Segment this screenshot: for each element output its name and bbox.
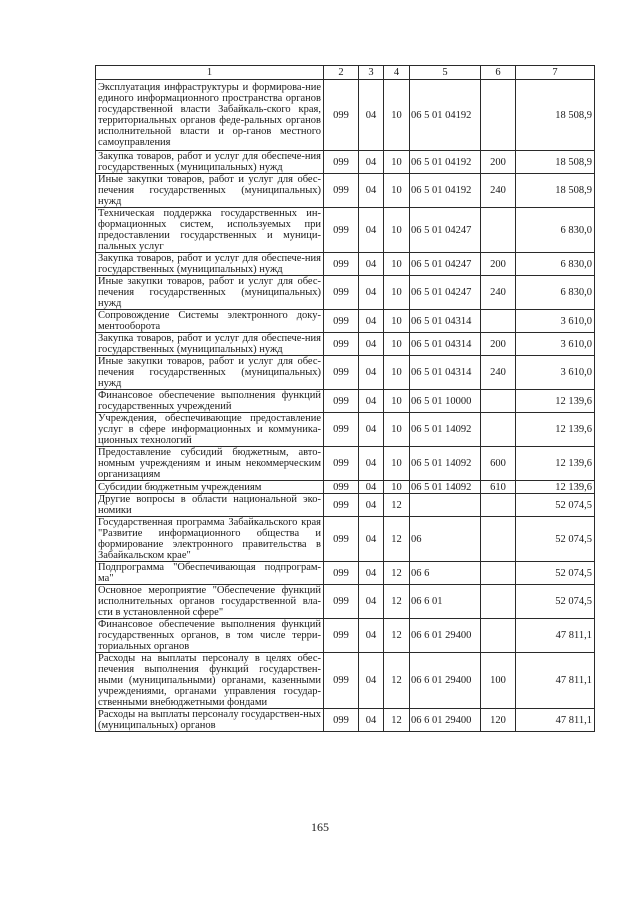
col-expense-type: 100 xyxy=(481,653,516,709)
table-row xyxy=(96,413,595,447)
col-amount: 52 074,5 xyxy=(516,562,595,585)
table-row xyxy=(96,253,595,276)
col-description: Предоставление субсидий бюджетным, авто-номным учреждениям и иным некоммерческим организациям xyxy=(96,447,324,481)
col-description: Иные закупки товаров, работ и услуг для обес-печения государственных (муниципальных) нужд xyxy=(96,276,324,310)
col-section: 04 xyxy=(359,356,384,390)
col-section: 04 xyxy=(359,619,384,653)
col-admin-code: 099 xyxy=(324,356,359,390)
col-section: 04 xyxy=(359,80,384,151)
col-section: 04 xyxy=(359,517,384,562)
table-row xyxy=(96,390,595,413)
col-target-article: 06 5 01 04192 xyxy=(410,80,481,151)
col-admin-code: 099 xyxy=(324,481,359,494)
table-row xyxy=(96,80,595,151)
table-row xyxy=(96,709,595,732)
col-subsection: 12 xyxy=(384,517,410,562)
table-row xyxy=(96,585,595,619)
col-target-article: 06 6 01 29400 xyxy=(410,619,481,653)
col-subsection: 12 xyxy=(384,653,410,709)
table-row xyxy=(96,276,595,310)
table-row xyxy=(96,653,595,709)
col-amount: 52 074,5 xyxy=(516,585,595,619)
col-admin-code: 099 xyxy=(324,253,359,276)
col-expense-type: 600 xyxy=(481,447,516,481)
table-row xyxy=(96,310,595,333)
col-target-article: 06 5 01 04314 xyxy=(410,310,481,333)
col-admin-code: 099 xyxy=(324,276,359,310)
col-subsection: 10 xyxy=(384,174,410,208)
col-description: Расходы на выплаты персоналу в целях обес-печения выполнения функций государствен-ными (муниципальными) органами, казенными учреждениями, органами управления государ-ственными внебюджетными фондами xyxy=(96,653,324,709)
col-amount: 12 139,6 xyxy=(516,413,595,447)
table-row xyxy=(96,562,595,585)
col-admin-code: 099 xyxy=(324,310,359,333)
col-section: 04 xyxy=(359,390,384,413)
col-admin-code: 099 xyxy=(324,447,359,481)
col-description: Расходы на выплаты персоналу государствен-ных (муниципальных) органов xyxy=(96,709,324,732)
col-target-article xyxy=(410,494,481,517)
col-amount: 6 830,0 xyxy=(516,253,595,276)
col-admin-code: 099 xyxy=(324,390,359,413)
table-row xyxy=(96,208,595,253)
header-cell-6: 6 xyxy=(481,66,516,80)
col-amount: 18 508,9 xyxy=(516,80,595,151)
col-expense-type: 240 xyxy=(481,276,516,310)
col-section: 04 xyxy=(359,151,384,174)
col-target-article: 06 6 01 xyxy=(410,585,481,619)
col-amount: 6 830,0 xyxy=(516,208,595,253)
col-admin-code: 099 xyxy=(324,494,359,517)
col-description: Финансовое обеспечение выполнения функций государственных органов, в том числе терри-ториальных органов xyxy=(96,619,324,653)
col-expense-type xyxy=(481,517,516,562)
col-expense-type xyxy=(481,494,516,517)
col-admin-code: 099 xyxy=(324,151,359,174)
col-subsection: 12 xyxy=(384,562,410,585)
col-expense-type xyxy=(481,585,516,619)
col-subsection: 10 xyxy=(384,356,410,390)
col-subsection: 12 xyxy=(384,494,410,517)
col-section: 04 xyxy=(359,481,384,494)
col-amount: 6 830,0 xyxy=(516,276,595,310)
col-subsection: 10 xyxy=(384,413,410,447)
col-amount: 47 811,1 xyxy=(516,709,595,732)
table-row xyxy=(96,517,595,562)
table-row xyxy=(96,174,595,208)
col-expense-type xyxy=(481,619,516,653)
col-target-article: 06 6 01 29400 xyxy=(410,653,481,709)
header-cell-4: 4 xyxy=(384,66,410,80)
col-target-article: 06 xyxy=(410,517,481,562)
col-section: 04 xyxy=(359,208,384,253)
col-target-article: 06 6 xyxy=(410,562,481,585)
table-row xyxy=(96,333,595,356)
col-expense-type: 200 xyxy=(481,333,516,356)
table-row xyxy=(96,481,595,494)
col-admin-code: 099 xyxy=(324,413,359,447)
col-expense-type xyxy=(481,413,516,447)
col-target-article: 06 5 01 04314 xyxy=(410,333,481,356)
col-target-article: 06 5 01 10000 xyxy=(410,390,481,413)
col-amount: 12 139,6 xyxy=(516,390,595,413)
col-admin-code: 099 xyxy=(324,709,359,732)
col-admin-code: 099 xyxy=(324,517,359,562)
col-amount: 52 074,5 xyxy=(516,517,595,562)
col-description: Иные закупки товаров, работ и услуг для обес-печения государственных (муниципальных) нужд xyxy=(96,356,324,390)
col-subsection: 10 xyxy=(384,276,410,310)
col-subsection: 10 xyxy=(384,151,410,174)
col-amount: 18 508,9 xyxy=(516,174,595,208)
col-expense-type: 610 xyxy=(481,481,516,494)
col-section: 04 xyxy=(359,447,384,481)
col-section: 04 xyxy=(359,653,384,709)
col-description: Субсидии бюджетным учреждениям xyxy=(96,481,324,494)
col-amount: 47 811,1 xyxy=(516,619,595,653)
col-admin-code: 099 xyxy=(324,585,359,619)
col-expense-type xyxy=(481,208,516,253)
col-amount: 47 811,1 xyxy=(516,653,595,709)
col-admin-code: 099 xyxy=(324,208,359,253)
col-description: Государственная программа Забайкальского края "Развитие информационного общества и формирование электронного правительства в Забайкальском крае" xyxy=(96,517,324,562)
col-description: Закупка товаров, работ и услуг для обеспече-ния государственных (муниципальных) нужд xyxy=(96,253,324,276)
col-target-article: 06 5 01 04247 xyxy=(410,253,481,276)
header-cell-1: 1 xyxy=(96,66,324,80)
col-description: Техническая поддержка государственных ин-формационных систем, используемых при предоставлении государственных и муници-пальных услуг xyxy=(96,208,324,253)
col-section: 04 xyxy=(359,174,384,208)
col-section: 04 xyxy=(359,494,384,517)
col-subsection: 12 xyxy=(384,709,410,732)
col-amount: 3 610,0 xyxy=(516,333,595,356)
col-section: 04 xyxy=(359,333,384,356)
col-subsection: 10 xyxy=(384,310,410,333)
header-cell-3: 3 xyxy=(359,66,384,80)
col-expense-type xyxy=(481,390,516,413)
col-section: 04 xyxy=(359,413,384,447)
col-amount: 12 139,6 xyxy=(516,481,595,494)
table-row xyxy=(96,447,595,481)
col-amount: 12 139,6 xyxy=(516,447,595,481)
budget-table xyxy=(95,65,595,732)
col-subsection: 10 xyxy=(384,481,410,494)
col-target-article: 06 5 01 04314 xyxy=(410,356,481,390)
col-amount: 52 074,5 xyxy=(516,494,595,517)
col-description: Учреждения, обеспечивающие предоставление услуг в сфере информационных и коммуника-ционных технологий xyxy=(96,413,324,447)
header-cell-7: 7 xyxy=(516,66,595,80)
table-row xyxy=(96,151,595,174)
col-subsection: 10 xyxy=(384,447,410,481)
col-section: 04 xyxy=(359,276,384,310)
col-target-article: 06 5 01 04247 xyxy=(410,276,481,310)
col-subsection: 10 xyxy=(384,253,410,276)
col-amount: 18 508,9 xyxy=(516,151,595,174)
col-expense-type: 240 xyxy=(481,174,516,208)
page-number: 165 xyxy=(311,820,329,834)
col-section: 04 xyxy=(359,709,384,732)
col-expense-type xyxy=(481,310,516,333)
table-row xyxy=(96,494,595,517)
col-subsection: 10 xyxy=(384,80,410,151)
col-admin-code: 099 xyxy=(324,619,359,653)
col-section: 04 xyxy=(359,310,384,333)
header-cell-5: 5 xyxy=(410,66,481,80)
col-target-article: 06 6 01 29400 xyxy=(410,709,481,732)
table-row xyxy=(96,619,595,653)
col-subsection: 12 xyxy=(384,585,410,619)
col-subsection: 10 xyxy=(384,333,410,356)
header-cell-2: 2 xyxy=(324,66,359,80)
col-description: Эксплуатация инфраструктуры и формирова-ние единого информационного пространства органов государственной власти Забайкаль-ского края, территориальных органов феде-ральных органов исполнительной власти и ор-ганов местного самоуправления xyxy=(96,80,324,151)
col-target-article: 06 5 01 04192 xyxy=(410,174,481,208)
col-target-article: 06 5 01 14092 xyxy=(410,447,481,481)
col-admin-code: 099 xyxy=(324,80,359,151)
col-admin-code: 099 xyxy=(324,653,359,709)
col-description: Сопровождение Системы электронного доку-ментооборота xyxy=(96,310,324,333)
col-expense-type: 200 xyxy=(481,151,516,174)
col-target-article: 06 5 01 04247 xyxy=(410,208,481,253)
col-description: Основное мероприятие "Обеспечение функций исполнительных органов государственной вла-сти в установленной сфере" xyxy=(96,585,324,619)
col-expense-type xyxy=(481,80,516,151)
col-expense-type xyxy=(481,562,516,585)
col-target-article: 06 5 01 04192 xyxy=(410,151,481,174)
col-section: 04 xyxy=(359,585,384,619)
header-row xyxy=(96,66,595,80)
col-expense-type: 200 xyxy=(481,253,516,276)
table-row xyxy=(96,356,595,390)
col-amount: 3 610,0 xyxy=(516,356,595,390)
col-description: Закупка товаров, работ и услуг для обеспече-ния государственных (муниципальных) нужд xyxy=(96,151,324,174)
col-description: Закупка товаров, работ и услуг для обеспече-ния государственных (муниципальных) нужд xyxy=(96,333,324,356)
col-target-article: 06 5 01 14092 xyxy=(410,481,481,494)
col-subsection: 10 xyxy=(384,208,410,253)
col-description: Подпрограмма "Обеспечивающая подпрограм-ма" xyxy=(96,562,324,585)
col-subsection: 12 xyxy=(384,619,410,653)
col-admin-code: 099 xyxy=(324,333,359,356)
col-subsection: 10 xyxy=(384,390,410,413)
col-admin-code: 099 xyxy=(324,562,359,585)
col-description: Иные закупки товаров, работ и услуг для обес-печения государственных (муниципальных) нужд xyxy=(96,174,324,208)
col-amount: 3 610,0 xyxy=(516,310,595,333)
col-expense-type: 120 xyxy=(481,709,516,732)
col-description: Другие вопросы в области национальной эко-номики xyxy=(96,494,324,517)
col-admin-code: 099 xyxy=(324,174,359,208)
col-expense-type: 240 xyxy=(481,356,516,390)
col-description: Финансовое обеспечение выполнения функций государственных учреждений xyxy=(96,390,324,413)
col-section: 04 xyxy=(359,253,384,276)
col-target-article: 06 5 01 14092 xyxy=(410,413,481,447)
col-section: 04 xyxy=(359,562,384,585)
